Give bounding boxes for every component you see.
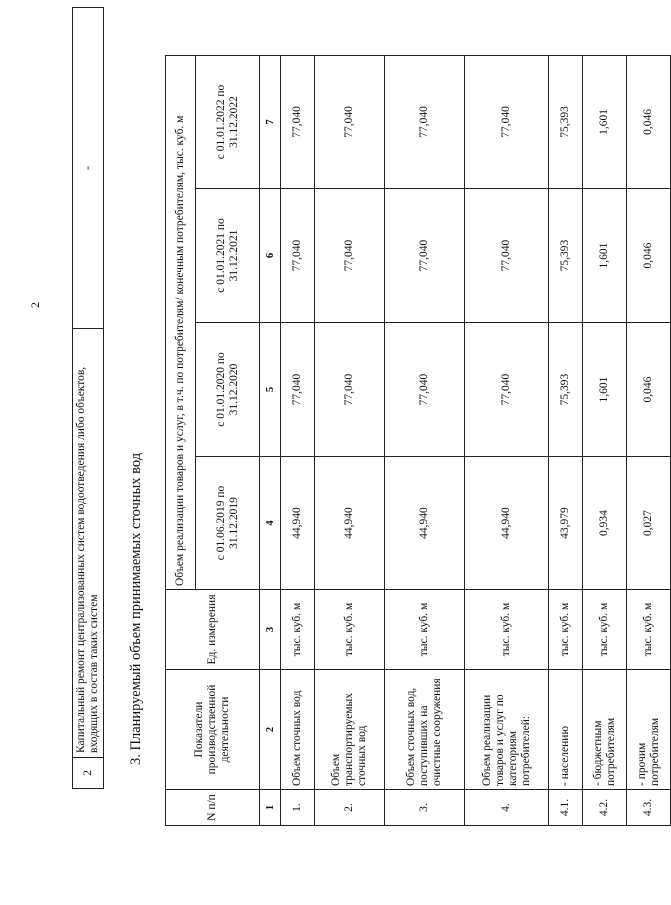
row-value: 44,940	[465, 457, 549, 590]
col-index: 5	[260, 323, 281, 457]
row-num: 1.	[281, 790, 315, 826]
col-index: 6	[260, 189, 281, 323]
header-row-1	[166, 55, 196, 825]
header-period: с 01.01.2020 по 31.12.2020	[196, 323, 260, 457]
row-num: 4.1.	[549, 790, 583, 826]
header-period: с 01.01.2022 по 31.12.2022	[196, 55, 260, 188]
row-value: -	[73, 8, 104, 329]
row-unit: тыс. куб. м	[549, 590, 583, 670]
row-value: 77,040	[385, 55, 465, 188]
row-value: 77,040	[465, 323, 549, 457]
row-name: Объем транспортируемых сточных вод	[315, 670, 385, 790]
row-unit: тыс. куб. м	[465, 590, 549, 670]
col-index: 7	[260, 55, 281, 188]
row-name: - бюджетным потребителям	[583, 670, 627, 790]
row-value: 1,601	[583, 189, 627, 323]
page-number: 2	[28, 302, 42, 308]
table-row	[549, 55, 583, 825]
row-value: 77,040	[281, 323, 315, 457]
row-value: 44,940	[281, 457, 315, 590]
header-unit: Ед. измерения	[166, 590, 260, 670]
row-num: 4.3.	[627, 790, 671, 826]
row-name: Объем сточных вод, поступивших на очистные сооружения	[385, 670, 465, 790]
row-value: 77,040	[465, 55, 549, 188]
table-row	[583, 55, 627, 825]
row-value: 0,046	[627, 55, 671, 188]
col-index: 1	[260, 790, 281, 826]
row-value: 43,979	[549, 457, 583, 590]
row-value: 0,046	[627, 189, 671, 323]
row-num: 2.	[315, 790, 385, 826]
col-index: 4	[260, 457, 281, 590]
row-value: 44,940	[315, 457, 385, 590]
row-value: 77,040	[315, 189, 385, 323]
row-unit: тыс. куб. м	[627, 590, 671, 670]
section-heading: 3. Планируемый объем принимаемых сточных вод	[128, 452, 144, 765]
row-value: 0,046	[627, 323, 671, 457]
row-number: 2	[73, 758, 104, 789]
col-index: 3	[260, 590, 281, 670]
row-value: 0,934	[583, 457, 627, 590]
row-description: Капитальный ремонт централизованных систем водоотведения либо объектов, входящих в состав таких систем	[73, 329, 104, 758]
header-period: с 01.06.2019 по 31.12.2019	[196, 457, 260, 590]
row-value: 77,040	[315, 323, 385, 457]
row-value: 1,601	[583, 55, 627, 188]
table-row	[281, 55, 315, 825]
table-row	[73, 8, 104, 789]
row-unit: тыс. куб. м	[583, 590, 627, 670]
col-index: 2	[260, 670, 281, 790]
table-row	[465, 55, 549, 825]
table-row	[385, 55, 465, 825]
row-value: 0,027	[627, 457, 671, 590]
row-name: Объем реализации товаров и услуг по категориям потребителей:	[465, 670, 549, 790]
header-volume: Объем реализации товаров и услуг, в т.ч. по потребителям/ конечным потребителям, тыс. куб. м	[166, 55, 196, 589]
row-value: 77,040	[385, 323, 465, 457]
row-name: - населению	[549, 670, 583, 790]
row-value: 77,040	[385, 189, 465, 323]
row-name: - прочим потребителям	[627, 670, 671, 790]
column-index-row	[260, 55, 281, 825]
capital-repair-table	[72, 7, 104, 789]
row-unit: тыс. куб. м	[315, 590, 385, 670]
row-num: 4.	[465, 790, 549, 826]
header-indicator: Показатели производственной деятельности	[166, 670, 260, 790]
row-unit: тыс. куб. м	[281, 590, 315, 670]
row-value: 75,393	[549, 323, 583, 457]
row-value: 44,940	[385, 457, 465, 590]
row-num: 3.	[385, 790, 465, 826]
wastewater-volume-table	[165, 55, 671, 826]
row-value: 75,393	[549, 189, 583, 323]
row-num: 4.2.	[583, 790, 627, 826]
row-name: Объем сточных вод	[281, 670, 315, 790]
row-value: 75,393	[549, 55, 583, 188]
table-row	[627, 55, 671, 825]
header-period: с 01.01.2021 по 31.12.2021	[196, 189, 260, 323]
row-value: 77,040	[465, 189, 549, 323]
header-num: N п/п	[166, 790, 260, 826]
row-value: 77,040	[281, 189, 315, 323]
row-value: 77,040	[315, 55, 385, 188]
row-value: 1,601	[583, 323, 627, 457]
row-value: 77,040	[281, 55, 315, 188]
row-unit: тыс. куб. м	[385, 590, 465, 670]
table-row	[315, 55, 385, 825]
